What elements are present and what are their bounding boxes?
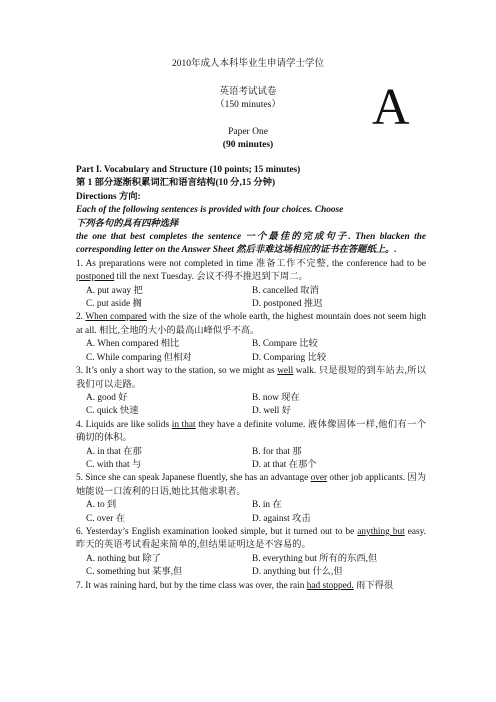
- exam-duration: （150 minutes）: [215, 100, 281, 110]
- question-stem-end: 雨下得很: [353, 580, 394, 591]
- directions-label: Directions 方向:: [76, 191, 141, 202]
- option-d: D. Comparing 比较: [252, 352, 327, 363]
- option-a: A. nothing but 除了: [86, 553, 161, 564]
- exam-name: 英语考试试卷: [219, 87, 277, 97]
- directions-line-1: Each of the following sentences is provided with four choices. Choose: [76, 205, 344, 216]
- question-stem: 1. As preparations were not completed in time 准备工作不完整, the conference had to be: [76, 258, 426, 269]
- question-6: [76, 526, 426, 580]
- question-stem: 2.: [76, 312, 86, 323]
- question-4: [76, 419, 426, 473]
- question-answer-underlined: anything but: [357, 526, 405, 537]
- option-a: A. When compared 相比: [86, 339, 180, 350]
- question-stem-end: with the size of the whole earth, the highest mountain does not seem high at all. 相比,全地的大小的最高山峰似乎不高。: [76, 312, 426, 336]
- question-stem-end: other job applicants. 因为她能说一口流利的日语,她比其他求职者。: [76, 473, 426, 497]
- question-7: [76, 580, 426, 593]
- question-answer-underlined: When compared: [85, 312, 147, 323]
- part-heading-cn: 第 1 部分逐渐积累词汇和语言结构(10 分,15 分钟): [76, 178, 276, 189]
- question-stem: 7. It was raining hard, but by the time class was over, the rain: [76, 580, 307, 591]
- question-answer-underlined: postponed: [76, 272, 115, 283]
- option-c: C. something but 某事,但: [86, 567, 183, 578]
- option-a: A. put away 把: [86, 285, 143, 296]
- option-d: D. against 攻击: [252, 513, 311, 524]
- question-answer-underlined: had stopped.: [306, 580, 354, 591]
- question-stem: 6. Yesterday’s English examination looked simple, but it turned out to be: [76, 526, 358, 537]
- version-letter: A: [372, 79, 410, 136]
- option-b: B. cancelled 取消: [252, 285, 319, 296]
- paper-time: (90 minutes): [222, 140, 274, 150]
- option-c: C. over 在: [86, 513, 125, 524]
- option-c: C. put aside 搁: [86, 299, 142, 310]
- option-b: B. Compare 比较: [252, 339, 318, 350]
- part-heading-en: Part I. Vocabulary and Structure (10 points; 15 minutes): [76, 165, 301, 175]
- option-d: D. postponed 推迟: [252, 299, 323, 310]
- question-stem-end: walk. 只是很短的到车站去,所以我们可以走路。: [76, 366, 426, 390]
- option-a: A. to 到: [86, 500, 117, 511]
- question-2: [76, 311, 426, 365]
- option-d: D. at that 在那个: [252, 459, 317, 470]
- option-b: B. now 现在: [252, 392, 300, 403]
- question-answer-underlined: over: [310, 473, 328, 484]
- question-stem: 3. It’s only a short way to the station, so we might as: [76, 366, 278, 377]
- option-b: B. in 在: [252, 500, 282, 511]
- question-answer-underlined: in that: [171, 419, 196, 430]
- question-stem: 5. Since she can speak Japanese fluently, she has an advantage: [76, 473, 311, 484]
- option-c: C. quick 快速: [86, 406, 139, 417]
- question-3: [76, 365, 426, 419]
- question-5: [76, 472, 426, 526]
- option-a: A. good 好: [86, 392, 128, 403]
- option-b: B. for that 那: [252, 446, 302, 457]
- option-a: A. in that 在那: [86, 446, 142, 457]
- exam-title: 2010年成人本科毕业生申请学士学位: [171, 59, 324, 69]
- question-1: [76, 258, 426, 312]
- option-c: C. with that 与: [86, 459, 142, 470]
- paper-name: Paper One: [228, 127, 268, 137]
- question-answer-underlined: well: [277, 366, 294, 377]
- directions-line-2: 下列各句的具有四种选择: [76, 218, 179, 229]
- question-stem-end: they have a definite volume. 液体像固体一样,他们有一个确切的体积。: [76, 419, 427, 444]
- option-d: D. anything but 什么,但: [252, 567, 343, 578]
- option-d: D. well 好: [252, 406, 291, 417]
- directions-line-3: the one that best completes the sentence 一个最佳的完成句子. Then blacken the corresponding letter on the Answer Sheet 然后非难这场相应的证书在答题纸上。.: [76, 232, 426, 256]
- option-c: C. While comparing 但相对: [86, 352, 192, 363]
- question-stem-end: easy. 昨天的英语考试看起来简单的,但结果证明这是不容易的。: [76, 526, 426, 551]
- exam-body: [76, 164, 426, 593]
- question-stem-end: till the next Tuesday. 会议不得不推迟到下周二。: [114, 272, 308, 283]
- question-stem: 4. Liquids are like solids: [76, 419, 172, 430]
- option-b: B. everything but 所有的东西,但: [252, 553, 378, 564]
